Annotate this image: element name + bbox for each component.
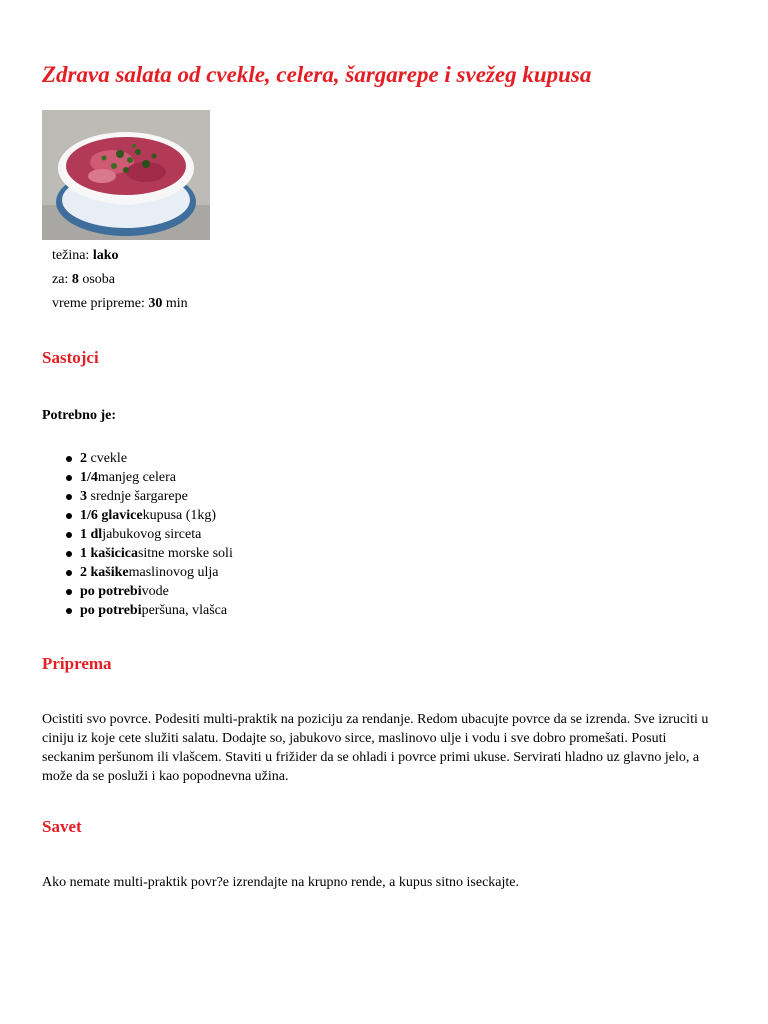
ingredient-qty: 3 bbox=[80, 489, 87, 504]
ingredient-name: maslinovog ulja bbox=[128, 565, 219, 580]
time-unit: min bbox=[165, 296, 188, 311]
list-item bbox=[42, 582, 233, 601]
tip-heading: Savet bbox=[42, 817, 82, 836]
time-label: vreme pripreme: bbox=[52, 296, 145, 311]
ingredient-qty: po potrebi bbox=[80, 584, 142, 599]
ingredient-name: cvekle bbox=[90, 451, 128, 466]
serves-row bbox=[52, 268, 188, 292]
list-item bbox=[42, 563, 233, 582]
tip-text: Ako nemate multi-praktik povr?e izrendajte na krupno rende, a kupus sitno iseckajte. bbox=[42, 875, 520, 890]
list-item bbox=[42, 449, 233, 468]
list-item bbox=[42, 525, 233, 544]
serves-unit: osoba bbox=[82, 272, 115, 287]
salad-bowl-image bbox=[42, 110, 210, 240]
difficulty-row bbox=[52, 244, 188, 268]
ingredient-name: kupusa (1kg) bbox=[142, 508, 217, 523]
ingredient-name: jabukovog sirceta bbox=[102, 527, 202, 542]
ingredient-qty: 1/6 glavice bbox=[80, 508, 143, 523]
ingredient-qty: 1 dl bbox=[80, 527, 103, 542]
list-item bbox=[42, 544, 233, 563]
recipe-title: Zdrava salata od cvekle, celera, šargarepe i svežeg kupusa bbox=[42, 62, 592, 87]
ingredients-heading: Sastojci bbox=[42, 348, 99, 367]
ingredient-qty: 1 kašicica bbox=[80, 546, 138, 561]
ingredient-name: vode bbox=[141, 584, 169, 599]
time-value: 30 bbox=[148, 296, 163, 311]
list-item bbox=[42, 487, 233, 506]
serves-value: 8 bbox=[71, 272, 79, 287]
ingredient-name: manjeg celera bbox=[97, 470, 177, 485]
ingredient-name: peršuna, vlašca bbox=[141, 603, 228, 618]
ingredient-qty: po potrebi bbox=[80, 603, 142, 618]
preparation-heading: Priprema bbox=[42, 654, 112, 673]
time-row bbox=[52, 292, 188, 316]
serves-label: za: bbox=[52, 272, 69, 287]
ingredient-qty: 2 kašike bbox=[80, 565, 129, 580]
recipe-meta bbox=[52, 244, 188, 316]
needed-label: Potrebno je: bbox=[42, 408, 116, 423]
list-item bbox=[42, 468, 233, 487]
salad-photo bbox=[42, 110, 210, 240]
list-item bbox=[42, 506, 233, 525]
ingredient-qty: 2 bbox=[80, 451, 87, 466]
ingredient-qty: 1/4 bbox=[80, 470, 98, 485]
ingredients-list bbox=[42, 449, 233, 620]
ingredient-name: srednje šargarepe bbox=[90, 489, 188, 504]
difficulty-label: težina: bbox=[52, 248, 90, 263]
ingredient-name: sitne morske soli bbox=[137, 546, 233, 561]
list-item bbox=[42, 601, 233, 620]
preparation-text: Ocistiti svo povrce. Podesiti multi-praktik na poziciju za rendanje. Redom ubacujte povrce da se izrenda. Sve izruciti u ciniju iz koje cete služiti salatu. Dodajte so, jabukovo sirce, maslinovo ulje i vodu i sve dobro promešati. Posuti seckanim peršunom ili vlašcem. Staviti u frižider da se ohladi i povrce primi ukuse. Servirati hladno uz glavno jelo, a može da se posluži i kao popodnevna užina. bbox=[42, 712, 709, 784]
difficulty-value: lako bbox=[92, 248, 119, 263]
